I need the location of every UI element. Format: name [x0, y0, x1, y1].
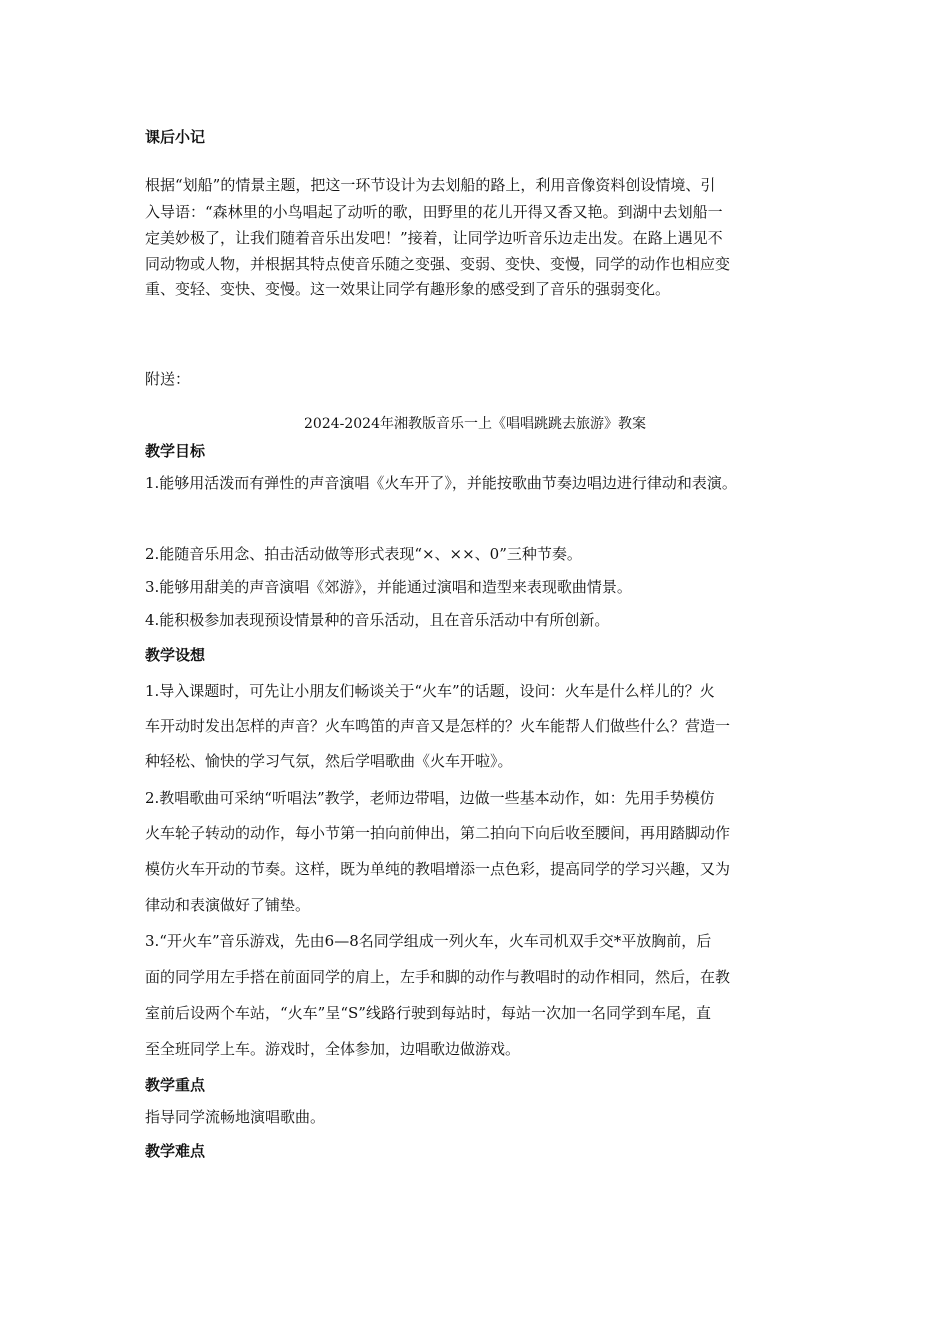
- design-line: 火车轮子转动的动作，每小节第一拍向前伸出，第二拍向下向后收至腰间，再用踏脚动作: [145, 824, 731, 842]
- section-heading-teaching-design: 教学设想: [145, 646, 206, 664]
- design-line: 至全班同学上车。游戏时，全体参加，边唱歌边做游戏。: [145, 1040, 521, 1058]
- key-points-text: 指导同学流畅地演唱歌曲。: [145, 1108, 326, 1126]
- design-line: 3.“开火车”音乐游戏，先由6—8名同学组成一列火车，火车司机双手交*平放胸前，后: [145, 932, 712, 950]
- attachment-label: 附送：: [145, 370, 191, 388]
- section-heading-teaching-goals: 教学目标: [145, 442, 206, 460]
- document-title: 2024-2024年湘教版音乐一上《唱唱跳跳去旅游》教案: [304, 416, 646, 432]
- section-heading-after-class-notes: 课后小记: [145, 128, 206, 146]
- design-line: 室前后设两个车站，“火车”呈“S”线路行驶到每站时，每站一次加一名同学到车尾，直: [145, 1004, 711, 1022]
- paragraph-line: 定美妙极了，让我们随着音乐出发吧！”接着，让同学边听音乐边走出发。在路上遇见不: [145, 229, 723, 247]
- section-heading-key-points: 教学重点: [145, 1076, 206, 1094]
- design-line: 种轻松、愉快的学习气氛，然后学唱歌曲《火车开啦》。: [145, 752, 513, 770]
- goal-item: 2.能随音乐用念、拍击活动做等形式表现“×、××、0”三种节奏。: [145, 545, 582, 563]
- goal-item: 3.能够用甜美的声音演唱《郊游》，并能通过演唱和造型来表现歌曲情景。: [145, 578, 632, 596]
- design-line: 律动和表演做好了铺垫。: [145, 896, 311, 914]
- goal-item: 1.能够用活泼而有弹性的声音演唱《火车开了》，并能按歌曲节奏边唱边进行律动和表演。: [145, 474, 737, 492]
- section-heading-difficulties: 教学难点: [145, 1142, 206, 1160]
- design-line: 车开动时发出怎样的声音？火车鸣笛的声音又是怎样的？火车能帮人们做些什么？营造一: [145, 717, 731, 735]
- design-line: 2.教唱歌曲可采纳“听唱法”教学，老师边带唱，边做一些基本动作，如：先用手势模仿: [145, 789, 715, 807]
- paragraph-line: 根据“划船”的情景主题，把这一环节设计为去划船的路上，利用音像资料创设情境、引: [145, 176, 716, 194]
- design-line: 1.导入课题时，可先让小朋友们畅谈关于“火车”的话题，设问：火车是什么样儿的？火: [145, 682, 715, 700]
- paragraph-line: 入导语：“森林里的小鸟唱起了动听的歌，田野里的花儿开得又香又艳。到湖中去划船一: [145, 203, 723, 221]
- paragraph-line: 重、变轻、变快、变慢。这一效果让同学有趣形象的感受到了音乐的强弱变化。: [145, 280, 671, 298]
- design-line: 模仿火车开动的节奏。这样，既为单纯的教唱增添一点色彩，提高同学的学习兴趣，又为: [145, 860, 731, 878]
- goal-item: 4.能积极参加表现预设情景种的音乐活动，且在音乐活动中有所创新。: [145, 611, 610, 629]
- paragraph-line: 同动物或人物，并根据其特点使音乐随之变强、变弱、变快、变慢，同学的动作也相应变: [145, 255, 731, 273]
- design-line: 面的同学用左手搭在前面同学的肩上，左手和脚的动作与教唱时的动作相同，然后，在教: [145, 968, 731, 986]
